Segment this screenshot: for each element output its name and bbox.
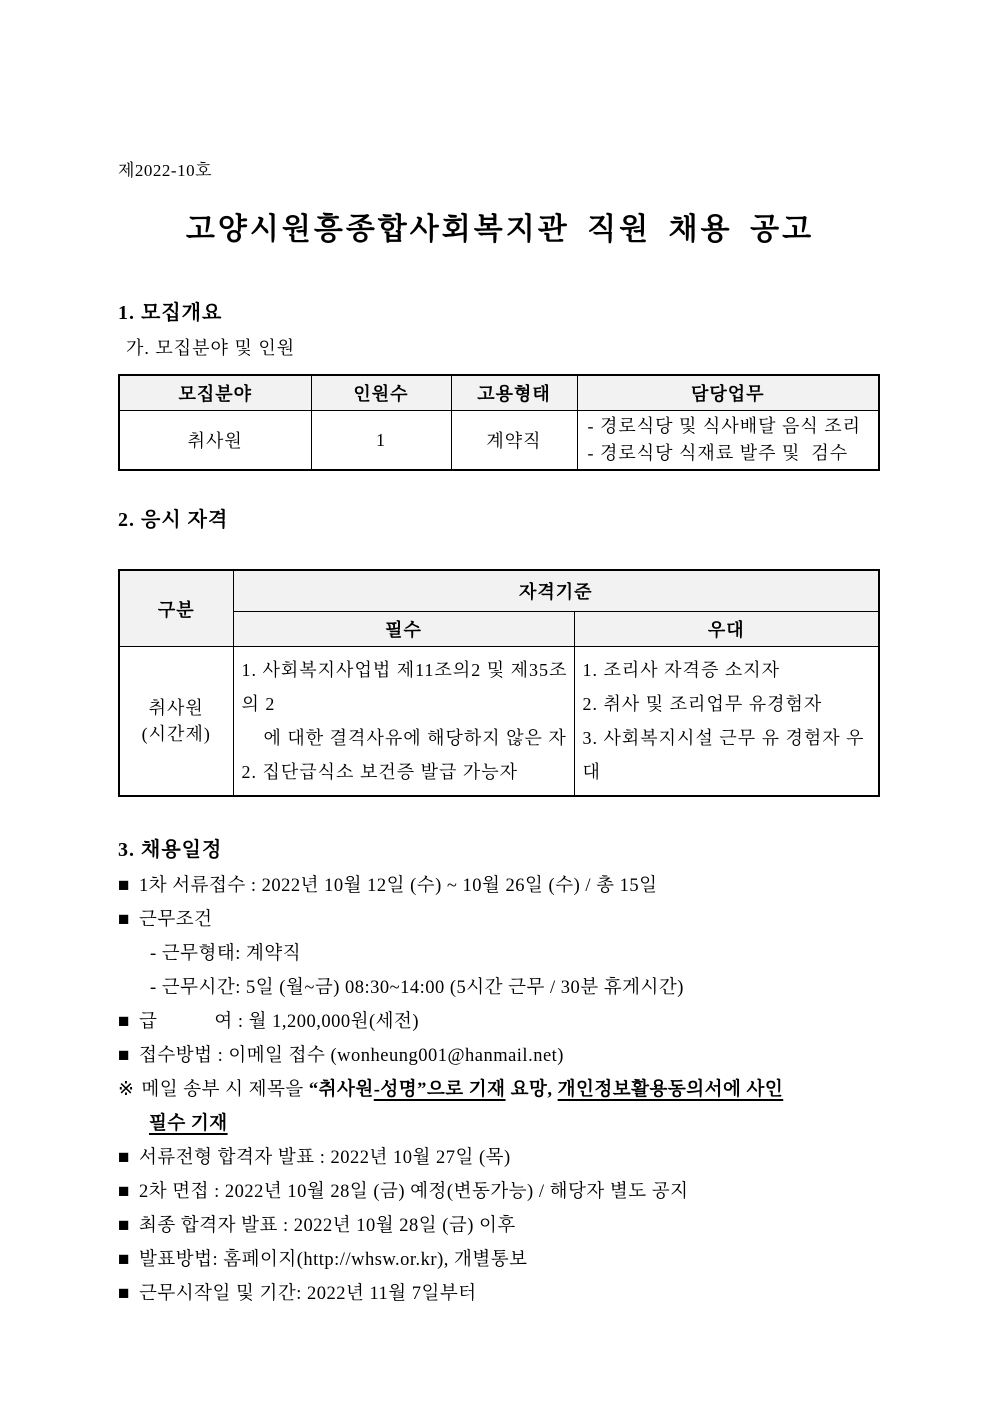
cell-required-criteria (233, 647, 574, 797)
list-item-apply-method (118, 1039, 882, 1073)
category-line: 취사원 (148, 698, 204, 718)
list-item-announcement (118, 1243, 882, 1277)
header-recruitment-field: 모집분야 (119, 375, 311, 411)
list-item-mail-note (118, 1073, 882, 1107)
list-item-document-pass (118, 1141, 882, 1175)
section1-subheading: 가. 모집분야 및 인원 (126, 338, 296, 358)
list-item-text: 최종 합격자 발표 : 2022년 10월 28일 (금) 이후 (138, 1216, 516, 1236)
preferred-line: 1. 조리사 자격증 소지자 (582, 660, 780, 680)
table-row (119, 411, 879, 471)
schedule-list (118, 869, 882, 1311)
note-text-bold-underline: 개인정보활용동의서에 사인 (557, 1080, 784, 1100)
duty-line: - 경로식당 및 식사배달 음식 조리 (587, 416, 862, 436)
list-item-text: - 근무형태: 계약직 (150, 944, 302, 964)
section1-heading: 1. 모집개요 (118, 302, 223, 324)
reference-mark-icon: ※ (118, 1079, 135, 1100)
list-item-text: 1차 서류접수 : 2022년 10월 12일 (수) ~ 10월 26일 (수) / 총 15일 (138, 876, 658, 896)
square-bullet-icon: ■ (118, 1181, 130, 1202)
section3-heading: 3. 채용일정 (118, 839, 223, 861)
cell-employment-type: 계약직 (451, 411, 577, 471)
square-bullet-icon: ■ (118, 1011, 130, 1032)
list-item-text: 접수방법 : 이메일 접수 (wonheung001@hanmail.net) (138, 1046, 564, 1066)
header-category: 구분 (119, 570, 233, 647)
square-bullet-icon: ■ (118, 909, 130, 930)
required-line: 에 대한 결격사유에 해당하지 않은 자 (241, 728, 567, 748)
list-item-text: - 근무시간: 5일 (월~금) 08:30~14:00 (5시간 근무 / 30분 휴게시간) (150, 978, 684, 998)
preferred-line: 2. 취사 및 조리업무 유경험자 (582, 694, 823, 714)
note-text-bold-underline: 필수 기재 (149, 1114, 228, 1134)
category-line: (시간제) (141, 724, 211, 744)
square-bullet-icon: ■ (118, 1249, 130, 1270)
list-item-mail-note-continued (118, 1107, 882, 1141)
cell-category (119, 647, 233, 797)
header-employment-type: 고용형태 (451, 375, 577, 411)
list-subitem-work-hours (118, 971, 882, 1005)
list-item-document-receipt (118, 869, 882, 903)
list-item-work-conditions (118, 903, 882, 937)
list-item-text: 급 여 : 월 1,200,000원(세전) (138, 1012, 420, 1032)
qualification-table (118, 569, 880, 797)
list-item-interview (118, 1175, 882, 1209)
list-item-final-pass (118, 1209, 882, 1243)
list-item-text: 2차 면접 : 2022년 10월 28일 (금) 예정(변동가능) / 해당자 별도 공지 (138, 1182, 689, 1202)
list-item-text: 근무시작일 및 기간: 2022년 11월 7일부터 (138, 1284, 477, 1304)
cell-preferred-criteria (574, 647, 879, 797)
required-line: 1. 사회복지사업법 제11조의2 및 제35조의 2 (241, 660, 568, 714)
section2-heading: 2. 응시 자격 (118, 509, 229, 531)
square-bullet-icon: ■ (118, 1147, 130, 1168)
note-text-bold: 요망, (505, 1080, 558, 1100)
recruitment-table (118, 374, 880, 471)
header-required: 필수 (233, 612, 574, 647)
list-item-text: 발표방법: 홈페이지(http://whsw.or.kr), 개별통보 (138, 1250, 528, 1270)
note-text-bold-underline: -성명”으로 기재 (373, 1080, 506, 1100)
square-bullet-icon: ■ (118, 1283, 130, 1304)
note-text-bold: “취사원 (308, 1080, 374, 1100)
duty-line: - 경로식당 식재료 발주 및 검수 (587, 443, 849, 463)
header-criteria: 자격기준 (233, 570, 879, 612)
qualification-table-header-row1 (119, 570, 879, 612)
cell-duties (577, 411, 879, 471)
note-text-plain: 메일 송부 시 제목을 (141, 1080, 309, 1100)
page-title: 고양시원흥종합사회복지관 직원 채용 공고 (185, 213, 815, 246)
header-duties: 담당업무 (577, 375, 879, 411)
list-item-start-date (118, 1277, 882, 1311)
square-bullet-icon: ■ (118, 1215, 130, 1236)
square-bullet-icon: ■ (118, 875, 130, 896)
required-line: 2. 집단급식소 보건증 발급 가능자 (241, 762, 519, 782)
list-item-text: 서류전형 합격자 발표 : 2022년 10월 27일 (목) (138, 1148, 511, 1168)
cell-headcount: 1 (311, 411, 451, 471)
qualification-table-header-row2 (119, 612, 879, 647)
square-bullet-icon: ■ (118, 1045, 130, 1066)
list-subitem-work-type (118, 937, 882, 971)
list-item-text: 근무조건 (138, 910, 213, 930)
table-row (119, 647, 879, 797)
header-headcount: 인원수 (311, 375, 451, 411)
doc-number: 제2022-10호 (118, 161, 213, 180)
cell-recruitment-field: 취사원 (119, 411, 311, 471)
preferred-line: 3. 사회복지시설 근무 유 경험자 우대 (582, 728, 865, 782)
recruitment-table-header-row (119, 375, 879, 411)
list-item-salary (118, 1005, 882, 1039)
header-preferred: 우대 (574, 612, 879, 647)
